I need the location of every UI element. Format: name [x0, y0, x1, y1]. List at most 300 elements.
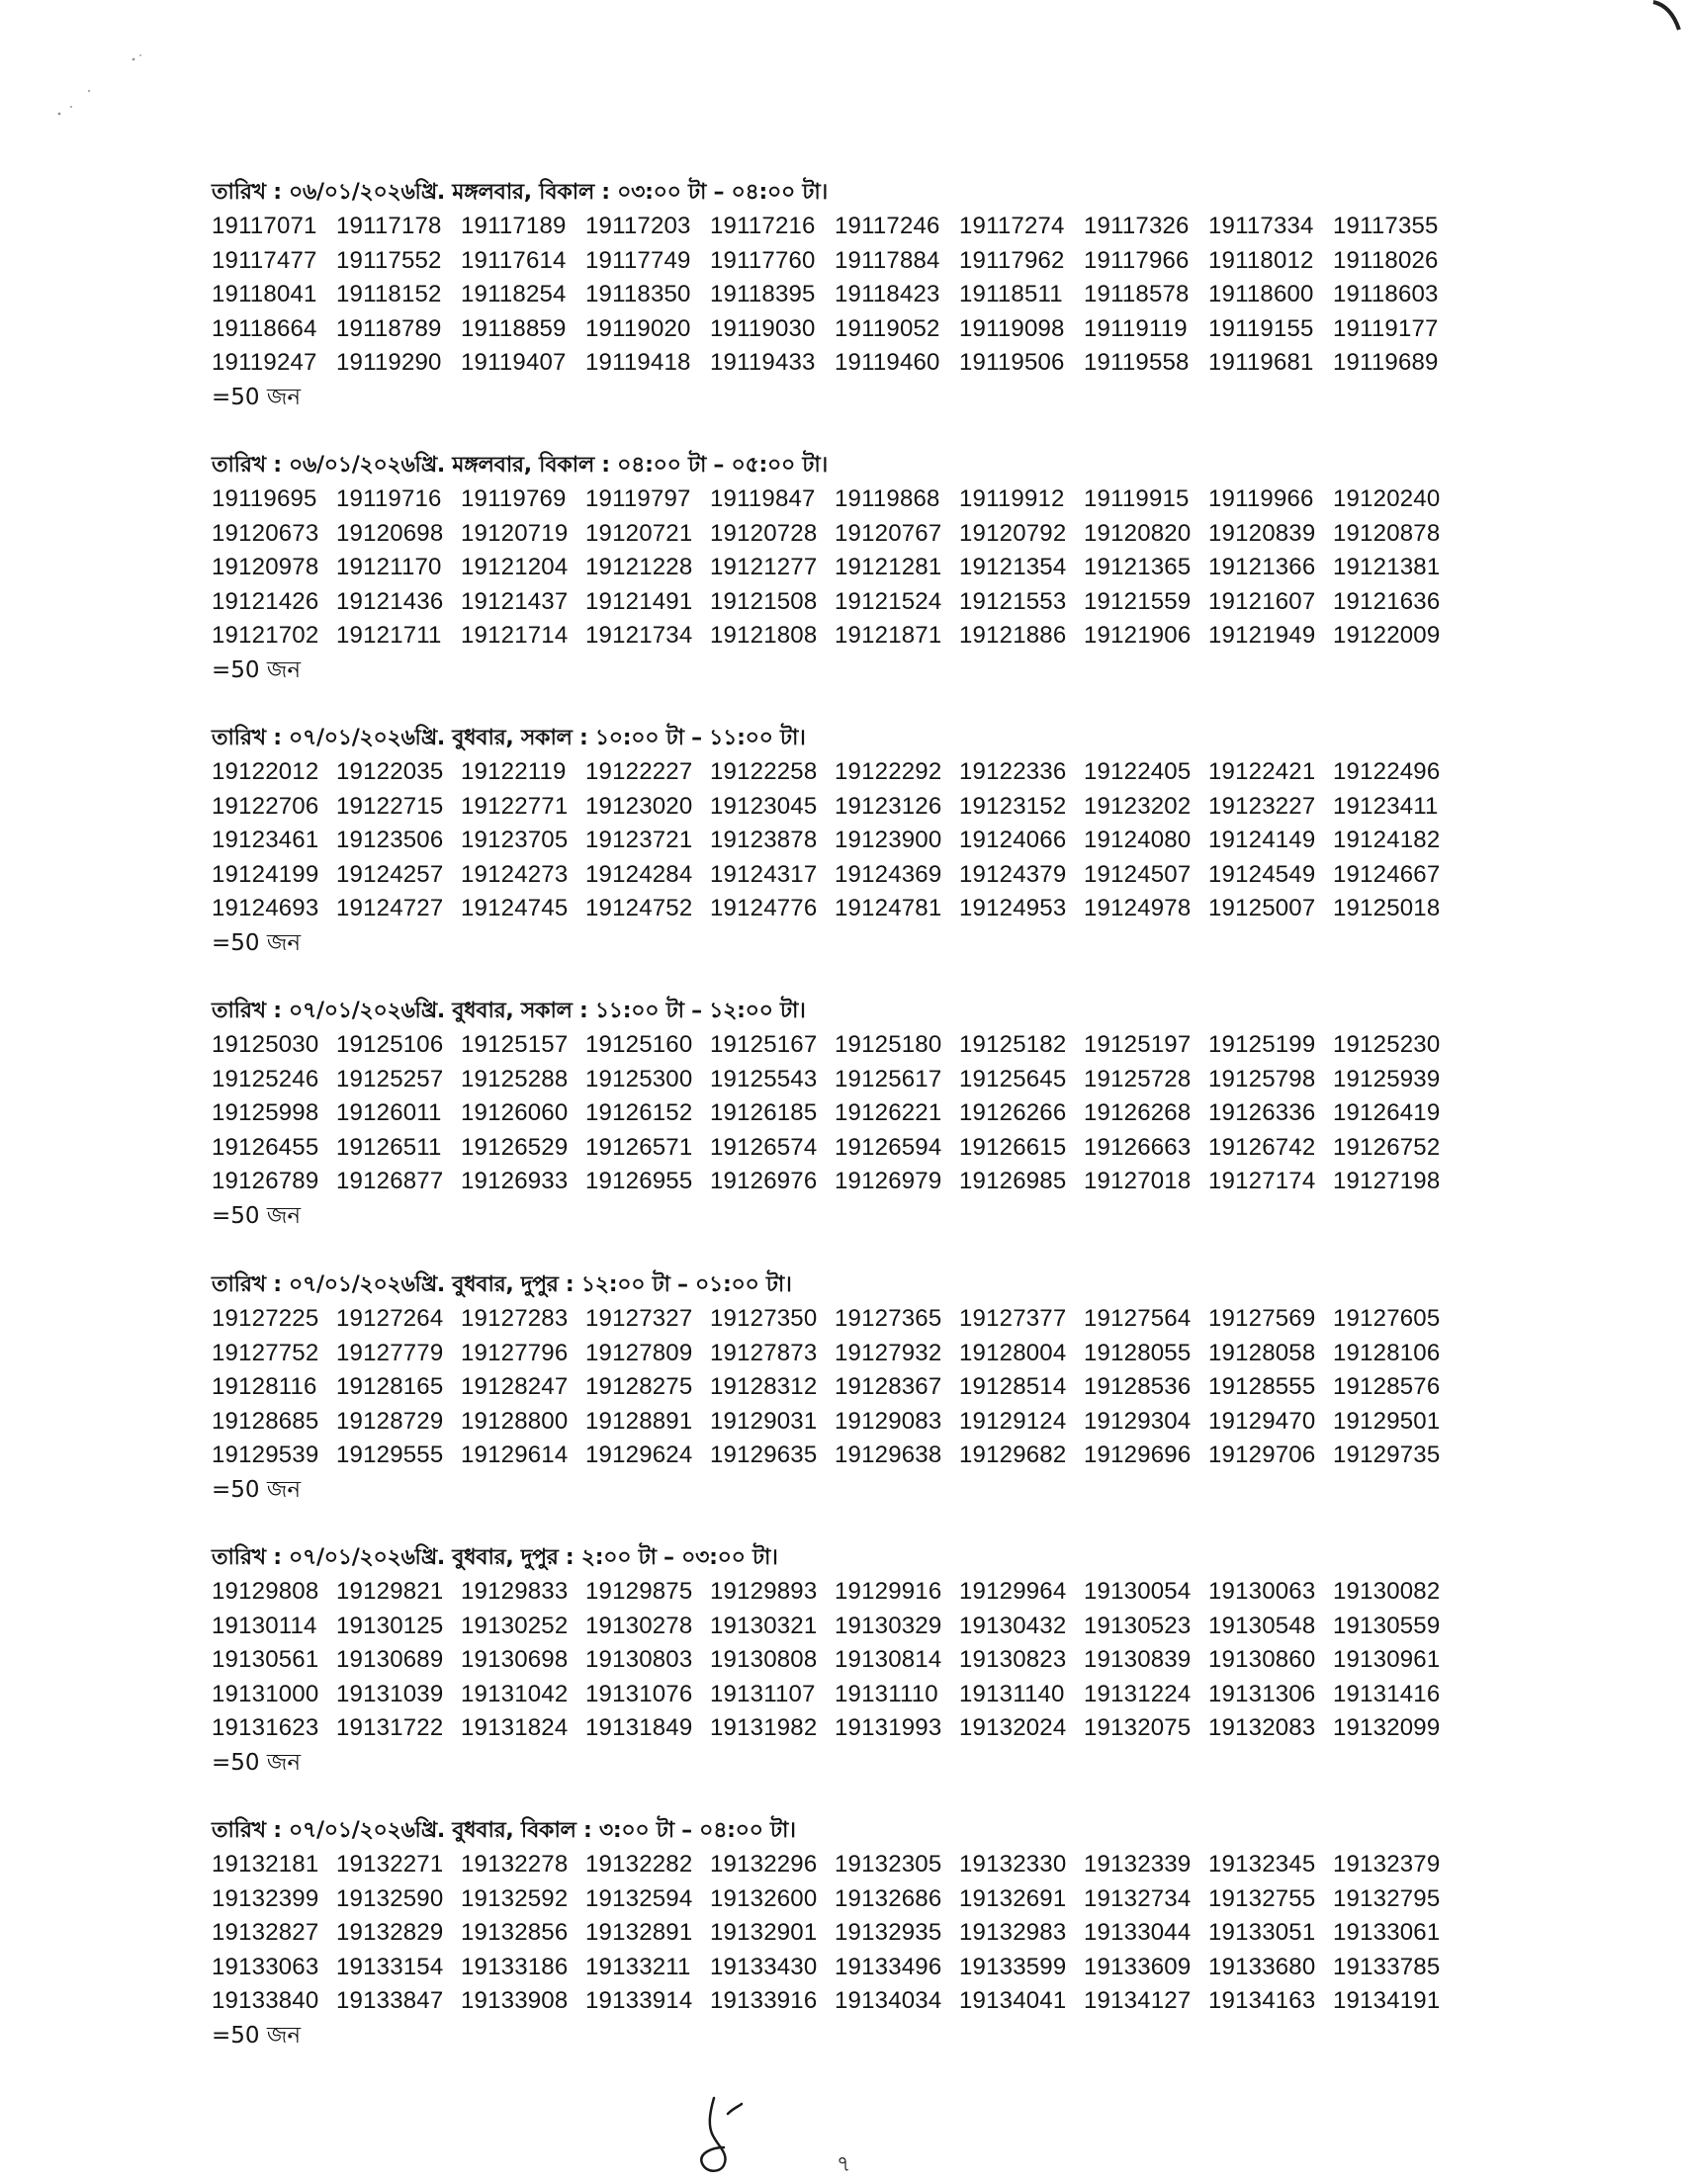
- roll-row: [212, 1028, 1477, 1063]
- roll-number: 19134163: [1208, 1987, 1316, 2014]
- roll-number: 19121365: [1084, 554, 1192, 580]
- roll-number: 19130054: [1084, 1578, 1192, 1605]
- roll-row: [212, 482, 1477, 517]
- roll-number: 19121906: [1084, 622, 1192, 649]
- roll-row: [212, 755, 1477, 790]
- roll-number: 19123227: [1208, 792, 1316, 820]
- roll-number: 19118152: [336, 281, 442, 307]
- roll-number: 19117216: [710, 213, 816, 239]
- session-heading: তারিখ : ০৬/০১/২০২৬খ্রি. মঙ্গলবার, বিকাল : ০৩:০০ টা – ০৪:০০ টা।: [212, 180, 828, 205]
- roll-number: 19128729: [336, 1407, 444, 1435]
- roll-number: 19118423: [835, 281, 940, 307]
- roll-number: 19121524: [835, 587, 942, 615]
- roll-number: 19132379: [1333, 1851, 1441, 1878]
- scan-specks: [49, 49, 158, 138]
- roll-number: 19128514: [959, 1373, 1067, 1400]
- roll-number: 19124776: [710, 895, 818, 921]
- roll-number: 19131000: [212, 1680, 319, 1707]
- roll-number: 19128576: [1333, 1373, 1441, 1400]
- roll-number: 19117760: [710, 246, 816, 274]
- roll-number: 19132282: [585, 1851, 693, 1878]
- roll-number: 19120820: [1084, 519, 1192, 547]
- roll-number: 19133496: [835, 1953, 942, 1980]
- roll-number: 19133186: [461, 1953, 569, 1980]
- roll-number: 19123705: [461, 827, 569, 853]
- roll-row: [212, 858, 1477, 893]
- roll-number: 19120719: [461, 519, 569, 547]
- roll-number: 19119460: [835, 349, 940, 376]
- roll-number: 19132755: [1208, 1884, 1316, 1912]
- roll-number: 19129706: [1208, 1441, 1316, 1468]
- roll-number: 19127809: [585, 1339, 693, 1366]
- roll-number: 19127569: [1208, 1305, 1316, 1332]
- roll-number: 19125160: [585, 1031, 693, 1058]
- roll-number: 19131042: [461, 1680, 569, 1707]
- roll-number: 19128367: [835, 1373, 942, 1400]
- roll-row: [212, 517, 1477, 552]
- roll-number: 19128165: [336, 1373, 444, 1400]
- roll-row: [212, 244, 1477, 279]
- roll-number: 19117071: [212, 213, 317, 239]
- roll-number: 19126742: [1208, 1133, 1316, 1161]
- roll-number: 19129539: [212, 1441, 319, 1468]
- session-total: =50 জন: [212, 1476, 302, 1503]
- roll-number: 19120698: [336, 519, 444, 547]
- session-block: [212, 176, 1477, 414]
- roll-number: 19128536: [1084, 1373, 1192, 1400]
- session-block: [212, 1541, 1477, 1780]
- session-total: =50 জন: [212, 2022, 302, 2049]
- roll-number: 19127174: [1208, 1168, 1316, 1194]
- roll-number: 19124693: [212, 895, 319, 921]
- roll-number: 19126336: [1208, 1099, 1316, 1126]
- roll-number: 19132600: [710, 1884, 818, 1912]
- roll-number: 19126571: [585, 1133, 693, 1161]
- roll-number: 19127350: [710, 1305, 818, 1332]
- roll-number: 19123202: [1084, 792, 1192, 820]
- roll-number: 19119695: [212, 485, 317, 512]
- session-heading: তারিখ : ০৭/০১/২০২৬খ্রি. বুধবার, দুপুর : ২:০০ টা – ০৩:০০ টা।: [212, 1545, 778, 1570]
- roll-number: 19130808: [710, 1646, 818, 1673]
- roll-number: 19129501: [1333, 1407, 1441, 1435]
- roll-number: 19131993: [835, 1714, 942, 1741]
- session-heading: তারিখ : ০৭/০১/২০২৬খ্রি. বুধবার, দুপুর : ১২:০০ টা – ০১:০০ টা।: [212, 1272, 792, 1297]
- roll-number: 19129624: [585, 1441, 693, 1468]
- roll-number: 19127018: [1084, 1168, 1192, 1194]
- roll-number: 19132075: [1084, 1714, 1192, 1741]
- roll-number: 19131824: [461, 1714, 569, 1741]
- roll-number: 19117477: [212, 246, 317, 274]
- roll-row: [212, 1575, 1477, 1610]
- roll-row: [212, 1678, 1477, 1712]
- roll-number: 19126185: [710, 1099, 818, 1126]
- roll-number: 19117966: [1084, 246, 1190, 274]
- roll-number: 19130278: [585, 1612, 693, 1639]
- roll-number: 19133916: [710, 1987, 818, 2014]
- roll-number: 19121366: [1208, 554, 1316, 580]
- roll-number: 19127873: [710, 1339, 818, 1366]
- roll-number: 19134191: [1333, 1987, 1441, 2014]
- roll-number: 19132827: [212, 1919, 319, 1946]
- roll-number: 19132983: [959, 1919, 1067, 1946]
- roll-number: 19129821: [336, 1578, 444, 1605]
- roll-number: 19121553: [959, 587, 1067, 615]
- page-number: ৭: [837, 2152, 851, 2177]
- roll-number: 19117178: [336, 213, 442, 239]
- roll-number: 19131076: [585, 1680, 693, 1707]
- roll-row: [212, 551, 1477, 585]
- roll-number: 19117189: [461, 213, 567, 239]
- roll-number: 19127198: [1333, 1168, 1441, 1194]
- roll-number: 19126615: [959, 1133, 1067, 1161]
- roll-row: [212, 1951, 1477, 1985]
- session-total: =50 জন: [212, 656, 302, 683]
- roll-number: 19124978: [1084, 895, 1192, 921]
- roll-number: 19132399: [212, 1884, 319, 1912]
- roll-number: 19124781: [835, 895, 942, 921]
- roll-number: 19125018: [1333, 895, 1441, 921]
- roll-number: 19126789: [212, 1168, 319, 1194]
- roll-row: [212, 1711, 1477, 1746]
- roll-number: 19131110: [835, 1680, 938, 1707]
- roll-number: 19132330: [959, 1851, 1067, 1878]
- roll-number: 19119177: [1333, 314, 1439, 342]
- roll-number: 19122706: [212, 792, 319, 820]
- roll-number: 19132024: [959, 1714, 1067, 1741]
- roll-number: 19124379: [959, 860, 1067, 888]
- session-block: [212, 1814, 1477, 2053]
- roll-number: 19128106: [1333, 1339, 1441, 1366]
- roll-number: 19130063: [1208, 1578, 1316, 1605]
- roll-number: 19119290: [336, 349, 442, 376]
- roll-number: 19125300: [585, 1065, 693, 1092]
- roll-number: 19132856: [461, 1919, 569, 1946]
- roll-number: 19121426: [212, 587, 319, 615]
- roll-number: 19124953: [959, 895, 1067, 921]
- roll-number: 19124182: [1333, 827, 1441, 853]
- roll-number: 19133840: [212, 1987, 319, 2014]
- roll-number: 19125998: [212, 1099, 319, 1126]
- roll-number: 19129808: [212, 1578, 319, 1605]
- roll-number: 19117203: [585, 213, 691, 239]
- roll-number: 19119558: [1084, 349, 1190, 376]
- roll-number: 19118395: [710, 281, 816, 307]
- roll-number: 19120240: [1333, 485, 1441, 512]
- roll-number: 19122012: [212, 758, 319, 785]
- roll-number: 19134127: [1084, 1987, 1192, 2014]
- roll-number: 19130252: [461, 1612, 569, 1639]
- roll-number: 19131722: [336, 1714, 444, 1741]
- roll-number: 19129833: [461, 1578, 569, 1605]
- session-heading: তারিখ : ০৭/০১/২০২৬খ্রি. বুধবার, সকাল : ১১:০০ টা – ১২:০০ টা।: [212, 999, 806, 1023]
- roll-number: 19121886: [959, 622, 1067, 649]
- roll-number: 19119769: [461, 485, 567, 512]
- roll-number: 19127605: [1333, 1305, 1441, 1332]
- roll-number: 19122119: [461, 758, 567, 785]
- roll-number: 19127796: [461, 1339, 569, 1366]
- roll-number: 19132083: [1208, 1714, 1316, 1741]
- roll-number: 19132181: [212, 1851, 319, 1878]
- roll-row: [212, 1337, 1477, 1371]
- roll-number: 19117355: [1333, 213, 1439, 239]
- roll-number: 19124727: [336, 895, 444, 921]
- roll-number: 19133908: [461, 1987, 569, 2014]
- roll-number: 19126663: [1084, 1133, 1192, 1161]
- roll-number: 19121228: [585, 554, 693, 580]
- roll-number: 19126985: [959, 1168, 1067, 1194]
- roll-number: 19125180: [835, 1031, 942, 1058]
- roll-number: 19121702: [212, 622, 319, 649]
- session-total: =50 জন: [212, 1749, 302, 1776]
- roll-number: 19119681: [1208, 349, 1314, 376]
- roll-number: 19127377: [959, 1305, 1067, 1332]
- roll-number: 19121871: [835, 622, 942, 649]
- roll-number: 19125230: [1333, 1031, 1441, 1058]
- roll-number: 19120839: [1208, 519, 1316, 547]
- roll-number: 19122009: [1333, 622, 1441, 649]
- roll-number: 19118350: [585, 281, 691, 307]
- roll-number: 19122258: [710, 758, 818, 785]
- roll-number: 19129614: [461, 1441, 569, 1468]
- roll-number: 19118578: [1084, 281, 1190, 307]
- roll-number: 19129682: [959, 1441, 1067, 1468]
- roll-number: 19129124: [959, 1407, 1067, 1435]
- roll-number: 19118511: [959, 281, 1063, 307]
- roll-number: 19134034: [835, 1987, 942, 2014]
- roll-number: 19120673: [212, 519, 319, 547]
- roll-number: 19127327: [585, 1305, 693, 1332]
- roll-number: 19132691: [959, 1884, 1067, 1912]
- roll-number: 19130321: [710, 1612, 818, 1639]
- roll-number: 19129083: [835, 1407, 942, 1435]
- roll-number: 19120728: [710, 519, 818, 547]
- roll-number: 19122292: [835, 758, 942, 785]
- roll-row: [212, 1405, 1477, 1440]
- roll-number: 19129875: [585, 1578, 693, 1605]
- roll-number: 19132891: [585, 1919, 693, 1946]
- roll-number: 19132271: [336, 1851, 444, 1878]
- roll-row: [212, 346, 1477, 381]
- roll-number: 19128800: [461, 1407, 569, 1435]
- roll-number: 19130803: [585, 1646, 693, 1673]
- roll-number: 19123900: [835, 827, 942, 853]
- roll-number: 19128004: [959, 1339, 1067, 1366]
- roll-number: 19130559: [1333, 1612, 1441, 1639]
- roll-number: 19118603: [1333, 281, 1439, 307]
- roll-number: 19119155: [1208, 314, 1314, 342]
- roll-number: 19117552: [336, 246, 442, 274]
- roll-number: 19118254: [461, 281, 567, 307]
- roll-number: 19121711: [336, 622, 442, 649]
- roll-number: 19130561: [212, 1646, 319, 1673]
- session-total: =50 জন: [212, 929, 302, 956]
- roll-number: 19126955: [585, 1168, 693, 1194]
- roll-number: 19126979: [835, 1168, 942, 1194]
- session-block: [212, 449, 1477, 687]
- roll-number: 19119915: [1084, 485, 1190, 512]
- roll-number: 19130860: [1208, 1646, 1316, 1673]
- roll-row: [212, 1882, 1477, 1917]
- roll-number: 19122496: [1333, 758, 1441, 785]
- roll-number: 19125106: [336, 1031, 444, 1058]
- roll-row: [212, 892, 1477, 926]
- roll-number: 19125543: [710, 1065, 818, 1092]
- roll-number: 19123152: [959, 792, 1067, 820]
- roll-number: 19119966: [1208, 485, 1314, 512]
- roll-number: 19131107: [710, 1680, 816, 1707]
- roll-number: 19120767: [835, 519, 942, 547]
- roll-number: 19129893: [710, 1578, 818, 1605]
- roll-number: 19121437: [461, 587, 569, 615]
- roll-number: 19126933: [461, 1168, 569, 1194]
- roll-number: 19119030: [710, 314, 816, 342]
- roll-number: 19126529: [461, 1133, 569, 1161]
- roll-number: 19120978: [212, 554, 319, 580]
- roll-row: [212, 1302, 1477, 1337]
- signature-mark: [684, 2094, 753, 2175]
- roll-number: 19129031: [710, 1407, 818, 1435]
- roll-row: [212, 278, 1477, 312]
- roll-number: 19128555: [1208, 1373, 1316, 1400]
- roll-row: [212, 585, 1477, 620]
- roll-row: [212, 619, 1477, 654]
- roll-number: 19129735: [1333, 1441, 1441, 1468]
- roll-number: 19131416: [1333, 1680, 1441, 1707]
- roll-number: 19132305: [835, 1851, 942, 1878]
- roll-number: 19125645: [959, 1065, 1067, 1092]
- session-total: =50 জন: [212, 1202, 302, 1229]
- session-block: [212, 1268, 1477, 1507]
- roll-row: [212, 824, 1477, 858]
- roll-number: 19130548: [1208, 1612, 1316, 1639]
- roll-number: 19117614: [461, 246, 567, 274]
- roll-row: [212, 210, 1477, 244]
- roll-number: 19125288: [461, 1065, 569, 1092]
- roll-number: 19133063: [212, 1953, 319, 1980]
- roll-number: 19132592: [461, 1884, 569, 1912]
- roll-number: 19133430: [710, 1953, 818, 1980]
- roll-number: 19119020: [585, 314, 691, 342]
- roll-number: 19128275: [585, 1373, 693, 1400]
- roll-number: 19128891: [585, 1407, 693, 1435]
- roll-number: 19121381: [1333, 554, 1441, 580]
- roll-number: 19130823: [959, 1646, 1067, 1673]
- roll-number: 19127564: [1084, 1305, 1192, 1332]
- roll-number: 19126752: [1333, 1133, 1441, 1161]
- roll-number: 19119912: [959, 485, 1065, 512]
- roll-row: [212, 1131, 1477, 1166]
- roll-number: 19129635: [710, 1441, 818, 1468]
- roll-number: 19130432: [959, 1612, 1067, 1639]
- roll-row: [212, 1165, 1477, 1199]
- roll-number: 19119119: [1084, 314, 1188, 342]
- roll-number: 19118664: [212, 314, 317, 342]
- roll-number: 19129638: [835, 1441, 942, 1468]
- roll-number: 19124257: [336, 860, 444, 888]
- roll-number: 19130114: [212, 1612, 317, 1639]
- roll-row: [212, 312, 1477, 347]
- roll-number: 19132278: [461, 1851, 569, 1878]
- roll-number: 19121281: [835, 554, 942, 580]
- roll-number: 19125728: [1084, 1065, 1192, 1092]
- roll-number: 19121277: [710, 554, 818, 580]
- roll-number: 19123020: [585, 792, 693, 820]
- roll-number: 19134041: [959, 1987, 1067, 2014]
- edge-mark: [1651, 0, 1681, 40]
- roll-number: 19130689: [336, 1646, 444, 1673]
- roll-number: 19130839: [1084, 1646, 1192, 1673]
- roll-number: 19125246: [212, 1065, 319, 1092]
- roll-number: 19126152: [585, 1099, 693, 1126]
- roll-number: 19121714: [461, 622, 569, 649]
- roll-number: 19119868: [835, 485, 940, 512]
- roll-number: 19125197: [1084, 1031, 1192, 1058]
- roll-number: 19124549: [1208, 860, 1316, 888]
- roll-number: 19119847: [710, 485, 816, 512]
- roll-row: [212, 1370, 1477, 1405]
- roll-row: [212, 1096, 1477, 1131]
- roll-number: 19117334: [1208, 213, 1314, 239]
- roll-number: 19127932: [835, 1339, 942, 1366]
- roll-number: 19133599: [959, 1953, 1067, 1980]
- roll-number: 19124667: [1333, 860, 1441, 888]
- session-heading: তারিখ : ০৭/০১/২০২৬খ্রি. বুধবার, বিকাল : ৩:০০ টা – ০৪:০০ টা।: [212, 1818, 796, 1843]
- roll-number: 19127225: [212, 1305, 319, 1332]
- roll-number: 19119052: [835, 314, 940, 342]
- roll-number: 19133847: [336, 1987, 444, 2014]
- roll-number: 19129304: [1084, 1407, 1192, 1435]
- session-block: [212, 722, 1477, 960]
- roll-number: 19132795: [1333, 1884, 1441, 1912]
- roll-number: 19118859: [461, 314, 567, 342]
- roll-number: 19121734: [585, 622, 693, 649]
- roll-number: 19125199: [1208, 1031, 1316, 1058]
- roll-number: 19121204: [461, 554, 569, 580]
- roll-number: 19132829: [336, 1919, 444, 1946]
- roll-number: 19128247: [461, 1373, 569, 1400]
- roll-number: 19120878: [1333, 519, 1441, 547]
- roll-number: 19123411: [1333, 792, 1439, 820]
- roll-number: 19132296: [710, 1851, 818, 1878]
- roll-number: 19122035: [336, 758, 444, 785]
- session-block: [212, 995, 1477, 1233]
- roll-number: 19119433: [710, 349, 816, 376]
- roll-row: [212, 1610, 1477, 1644]
- roll-number: 19129470: [1208, 1407, 1316, 1435]
- roll-number: 19129916: [835, 1578, 942, 1605]
- roll-number: 19124199: [212, 860, 319, 888]
- roll-number: 19124080: [1084, 827, 1192, 853]
- roll-number: 19123126: [835, 792, 942, 820]
- roll-number: 19126268: [1084, 1099, 1192, 1126]
- roll-number: 19132901: [710, 1919, 818, 1946]
- roll-number: 19124507: [1084, 860, 1192, 888]
- roll-number: 19131982: [710, 1714, 818, 1741]
- roll-number: 19125157: [461, 1031, 569, 1058]
- roll-number: 19128058: [1208, 1339, 1316, 1366]
- roll-number: 19131039: [336, 1680, 444, 1707]
- roll-number: 19131849: [585, 1714, 693, 1741]
- roll-number: 19117326: [1084, 213, 1190, 239]
- roll-number: 19131224: [1084, 1680, 1192, 1707]
- roll-number: 19122405: [1084, 758, 1192, 785]
- roll-number: 19125167: [710, 1031, 818, 1058]
- roll-number: 19133785: [1333, 1953, 1441, 1980]
- roll-number: 19117962: [959, 246, 1065, 274]
- roll-number: 19127779: [336, 1339, 444, 1366]
- roll-number: 19131306: [1208, 1680, 1316, 1707]
- roll-number: 19123878: [710, 827, 818, 853]
